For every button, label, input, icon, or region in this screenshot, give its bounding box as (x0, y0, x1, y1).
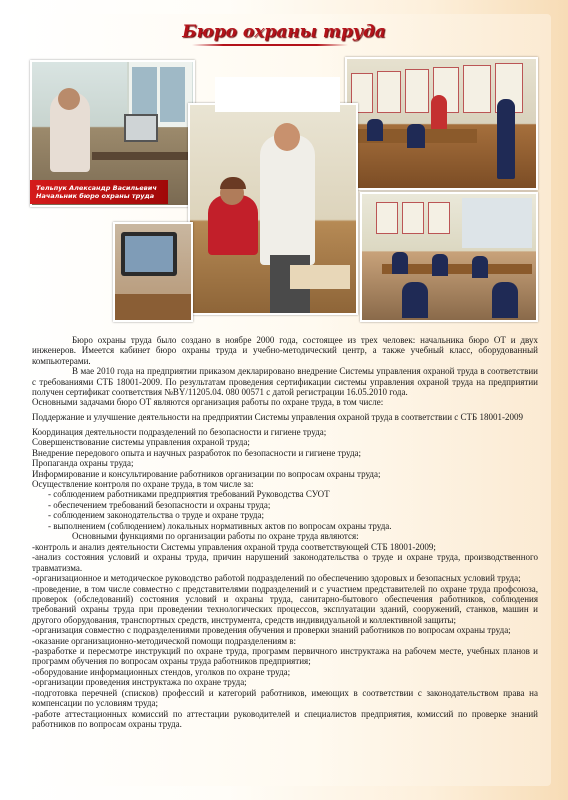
photo-two-staff (188, 103, 358, 315)
function-item: -анализ состояния условий и охраны труда, причин нарушений законодательства о труде и охране труда, производственного травматизма. (32, 552, 538, 573)
caption-name: Тельпук Александр Васильевич (36, 184, 157, 192)
photo-training-room (345, 57, 538, 190)
function-item: -организации проведения инструктажа по охране труда; (32, 677, 247, 688)
photo-classroom (360, 192, 538, 322)
task-item: Координация деятельности подразделений по безопасности и гигиене труда; (32, 427, 327, 437)
title-underline (192, 44, 348, 46)
blank-panel (215, 77, 340, 112)
function-item: -проведение, в том числе совместно с представителями подразделений и с участием представителей по охране труда профсоюза, проверок (обследований) состояния условий и охраны труда, санитарно-бытового обеспечения работников, соблюдения требований охраны труда при проведении технологических процессов, эксплуатации зданий, сооружений, станков, машин и другого оборудования, транспортных средств, инструмента, средств индивидуальной и коллективной защиты; (32, 583, 538, 625)
intro-paragraph-1: Бюро охраны труда было создано в ноябре 2000 года, состоящее из трех человек: начальника бюро ОТ и двух инженеров. Имеется кабинет бюро охраны труда и учебно-методический центр, а также учебный класс, оборудованный компьютерами. (32, 335, 538, 366)
intro-block (32, 335, 538, 408)
function-item: -оказание организационно-методической помощи подразделениям в: (32, 635, 297, 646)
task-item: Внедрение передового опыта и научных разработок по безопасности и гигиене труда; (32, 447, 362, 458)
function-item: -оборудование информационных стендов, уголков по охране труда; (32, 666, 291, 677)
task-item: Совершенствование системы управления охраной труда; (32, 437, 250, 448)
control-item: - соблюдением законодательства о труде и охране труда; (48, 510, 264, 521)
task-item: Информирование и консультирование работников организации по вопросам охраны труда; (32, 468, 381, 479)
intro-paragraph-2: В мае 2010 года на предприятии приказом декларировано внедрение Системы управления охраной труда в соответствии с требованиями СТБ 18001-2009. По результатам проведения сертификации системы управления охраной труда на предприятии получен сертификат соответствия №BY/11205.04. 080 00571 с датой регистрации 16.05.2010 года. (32, 366, 538, 398)
page-title: Бюро охраны труда (182, 22, 386, 42)
control-item: - обеспечением требований безопасности и охраны труда; (48, 499, 271, 510)
intro-paragraph-3: Основными задачами бюро ОТ являются организация работы по охране труда, в том числе: (32, 397, 384, 408)
function-item: -контроль и анализ деятельности Системы управления охраной труда соответствующей СТБ 18001-2009; (32, 542, 436, 552)
photo-caption (30, 180, 168, 204)
caption-role: Начальник бюро охраны труда (36, 192, 155, 200)
functions-list (32, 542, 538, 729)
support-line: Поддержание и улучшение деятельности на предприятии Системы управления охраной труда в соответствии с СТБ 18001-2009 (32, 412, 523, 422)
photo-computer-monitor (113, 222, 193, 322)
task-item: Пропаганда охраны труда; (32, 458, 134, 469)
tasks-list (32, 427, 538, 541)
function-item: -работе аттестационных комиссий по аттестации руководителей и специалистов предприятия, комиссий по проверке знаний работников по вопросам охраны труда. (32, 708, 538, 729)
functions-intro: Основными функциями по организации работы по охране труда являются: (72, 531, 359, 542)
task-item: Осуществление контроля по охране труда, в том числе за: (32, 479, 254, 490)
control-item: - выполнением (соблюдением) локальных нормативных актов по вопросам охраны труда. (48, 520, 392, 531)
function-item: -разработке и пересмотре инструкций по охране труда, программ первичного инструктажа на рабочем месте, учебных планов и программ обучения по вопросам охраны труда работников предприятия; (32, 646, 538, 667)
function-item: -организационное и методическое руководство работой подразделений по обеспечению здоровых и безопасных условий труда; (32, 573, 521, 584)
function-item: -подготовка перечней (списков) профессий и категорий работников, имеющих в соответствии с законодательством права на компенсации по условиям труда; (32, 687, 538, 709)
function-item: -организация совместно с подразделениями проведения обучения и проверки знаний работников по вопросам охраны труда; (32, 625, 511, 636)
control-item: - соблюдением работниками предприятия требований Руководства СУОТ (48, 489, 330, 500)
